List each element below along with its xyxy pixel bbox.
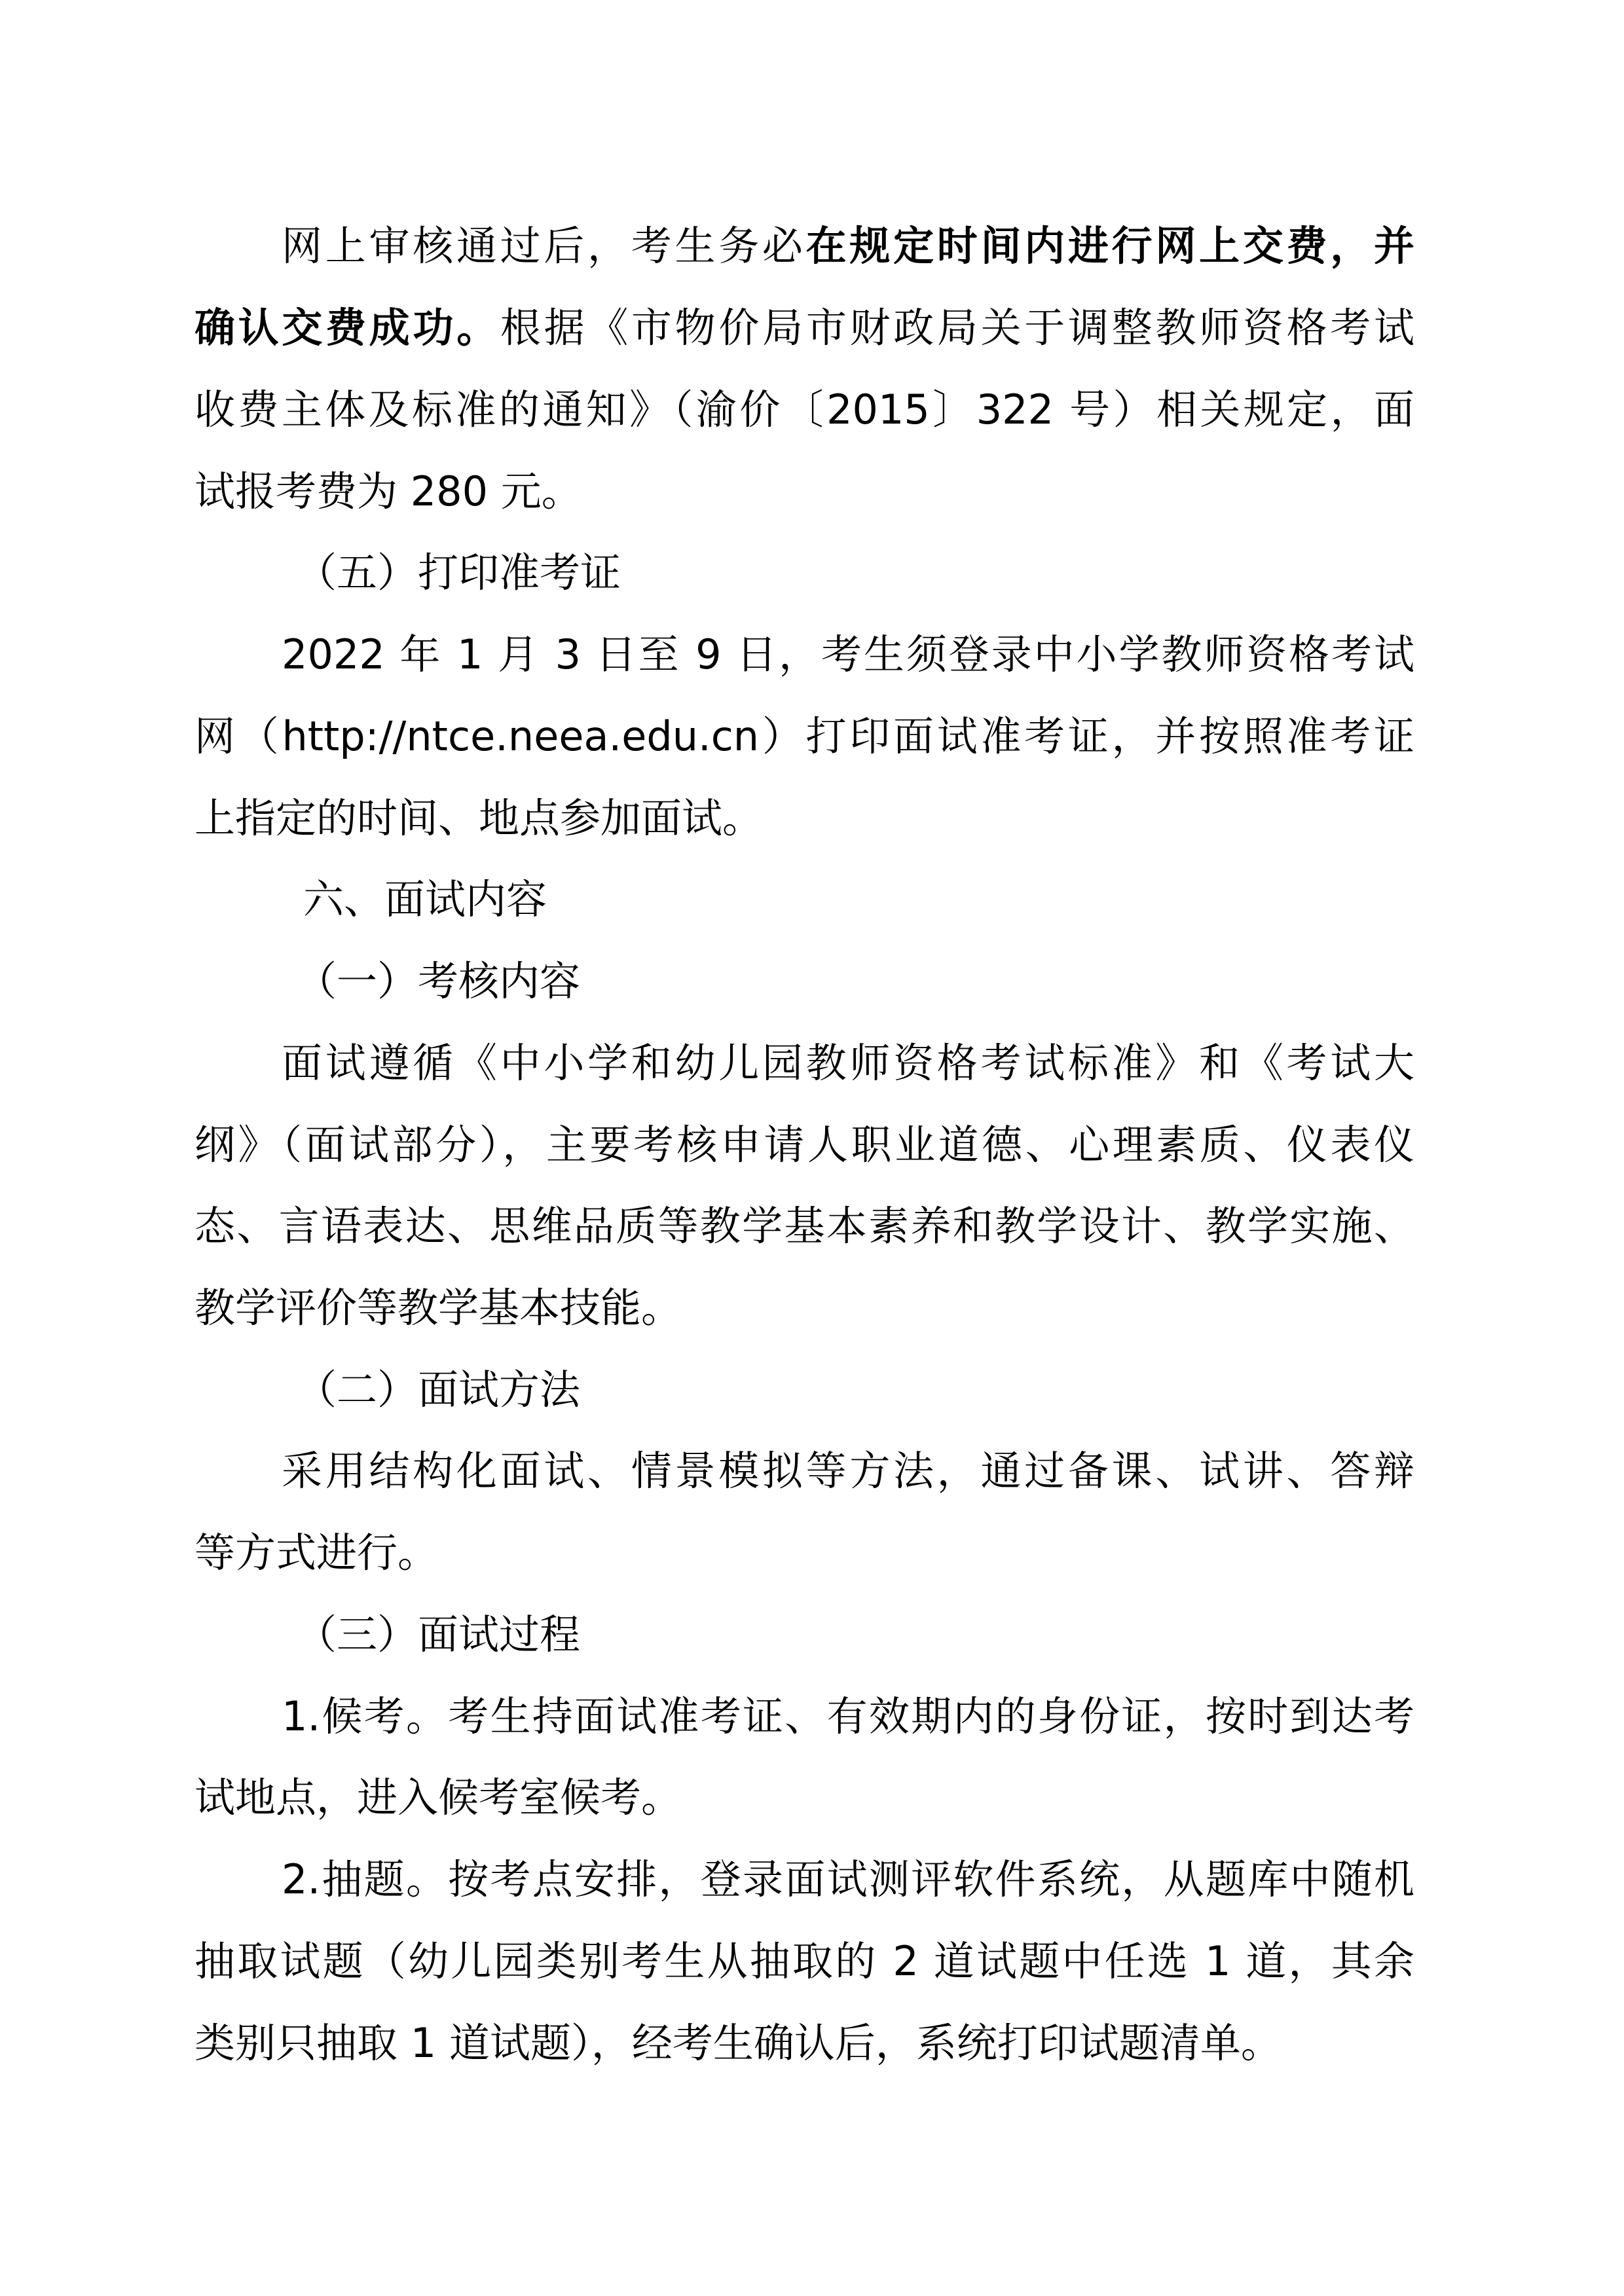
text-run: 网上审核通过后，考生务必 <box>282 222 806 270</box>
paragraph-line: 教学评价等教学基本技能。 <box>194 1284 682 1332</box>
paragraph-line: 2022 年 1 月 3 日至 9 日，考生须登录中小学教师资格考试 <box>282 630 1414 678</box>
section-heading: （二）面试方法 <box>296 1366 581 1413</box>
paragraph-line: 1.候考。考生持面试准考证、有效期内的身份证，按时到达考 <box>282 1692 1414 1740</box>
paragraph-line: 试地点，进入候考室候考。 <box>194 1774 682 1821</box>
paragraph-line: 采用结构化面试、情景模拟等方法，通过备课、试讲、答辩 <box>282 1447 1414 1495</box>
paragraph-line: 上指定的时间、地点参加面试。 <box>194 794 764 842</box>
bold-text-run: 在规定时间内进行网上交费，并 <box>805 222 1414 270</box>
paragraph-line: 收费主体及标准的通知》（渝价〔2015〕322 号）相关规定，面 <box>194 386 1414 433</box>
paragraph-line: 等方式进行。 <box>194 1529 439 1576</box>
section-heading: （一）考核内容 <box>296 957 581 1005</box>
section-heading: 六、面试内容 <box>303 875 547 923</box>
paragraph-line: 2.抽题。按考点安排，登录面试测评软件系统，从题库中随机 <box>282 1855 1414 1903</box>
bold-text-run: 确认交费成功。 <box>194 304 500 352</box>
paragraph-line <box>194 302 1414 354</box>
section-heading: （五）打印准考证 <box>296 549 621 596</box>
paragraph-line: 面试遵循《中小学和幼儿园教师资格考试标准》和《考试大 <box>282 1039 1414 1087</box>
paragraph-line: 抽取试题（幼儿园类别考生从抽取的 2 道试题中任选 1 道，其余 <box>194 1937 1414 1985</box>
paragraph-line: 态、言语表达、思维品质等教学基本素养和教学设计、教学实施、 <box>194 1202 1414 1250</box>
paragraph-line <box>282 220 1414 272</box>
paragraph-line: 类别只抽取 1 道试题），经考生确认后，系统打印试题清单。 <box>194 2019 1282 2067</box>
paragraph-line: 试报考费为 280 元。 <box>194 467 582 515</box>
text-run: 根据《市物价局市财政局关于调整教师资格考试 <box>500 304 1414 352</box>
section-heading: （三）面试过程 <box>296 1611 581 1658</box>
paragraph-line: 网（http://ntce.neea.edu.cn）打印面试准考证，并按照准考证 <box>194 712 1414 760</box>
paragraph-line: 纲》（面试部分），主要考核申请人职业道德、心理素质、仪表仪 <box>194 1121 1414 1169</box>
